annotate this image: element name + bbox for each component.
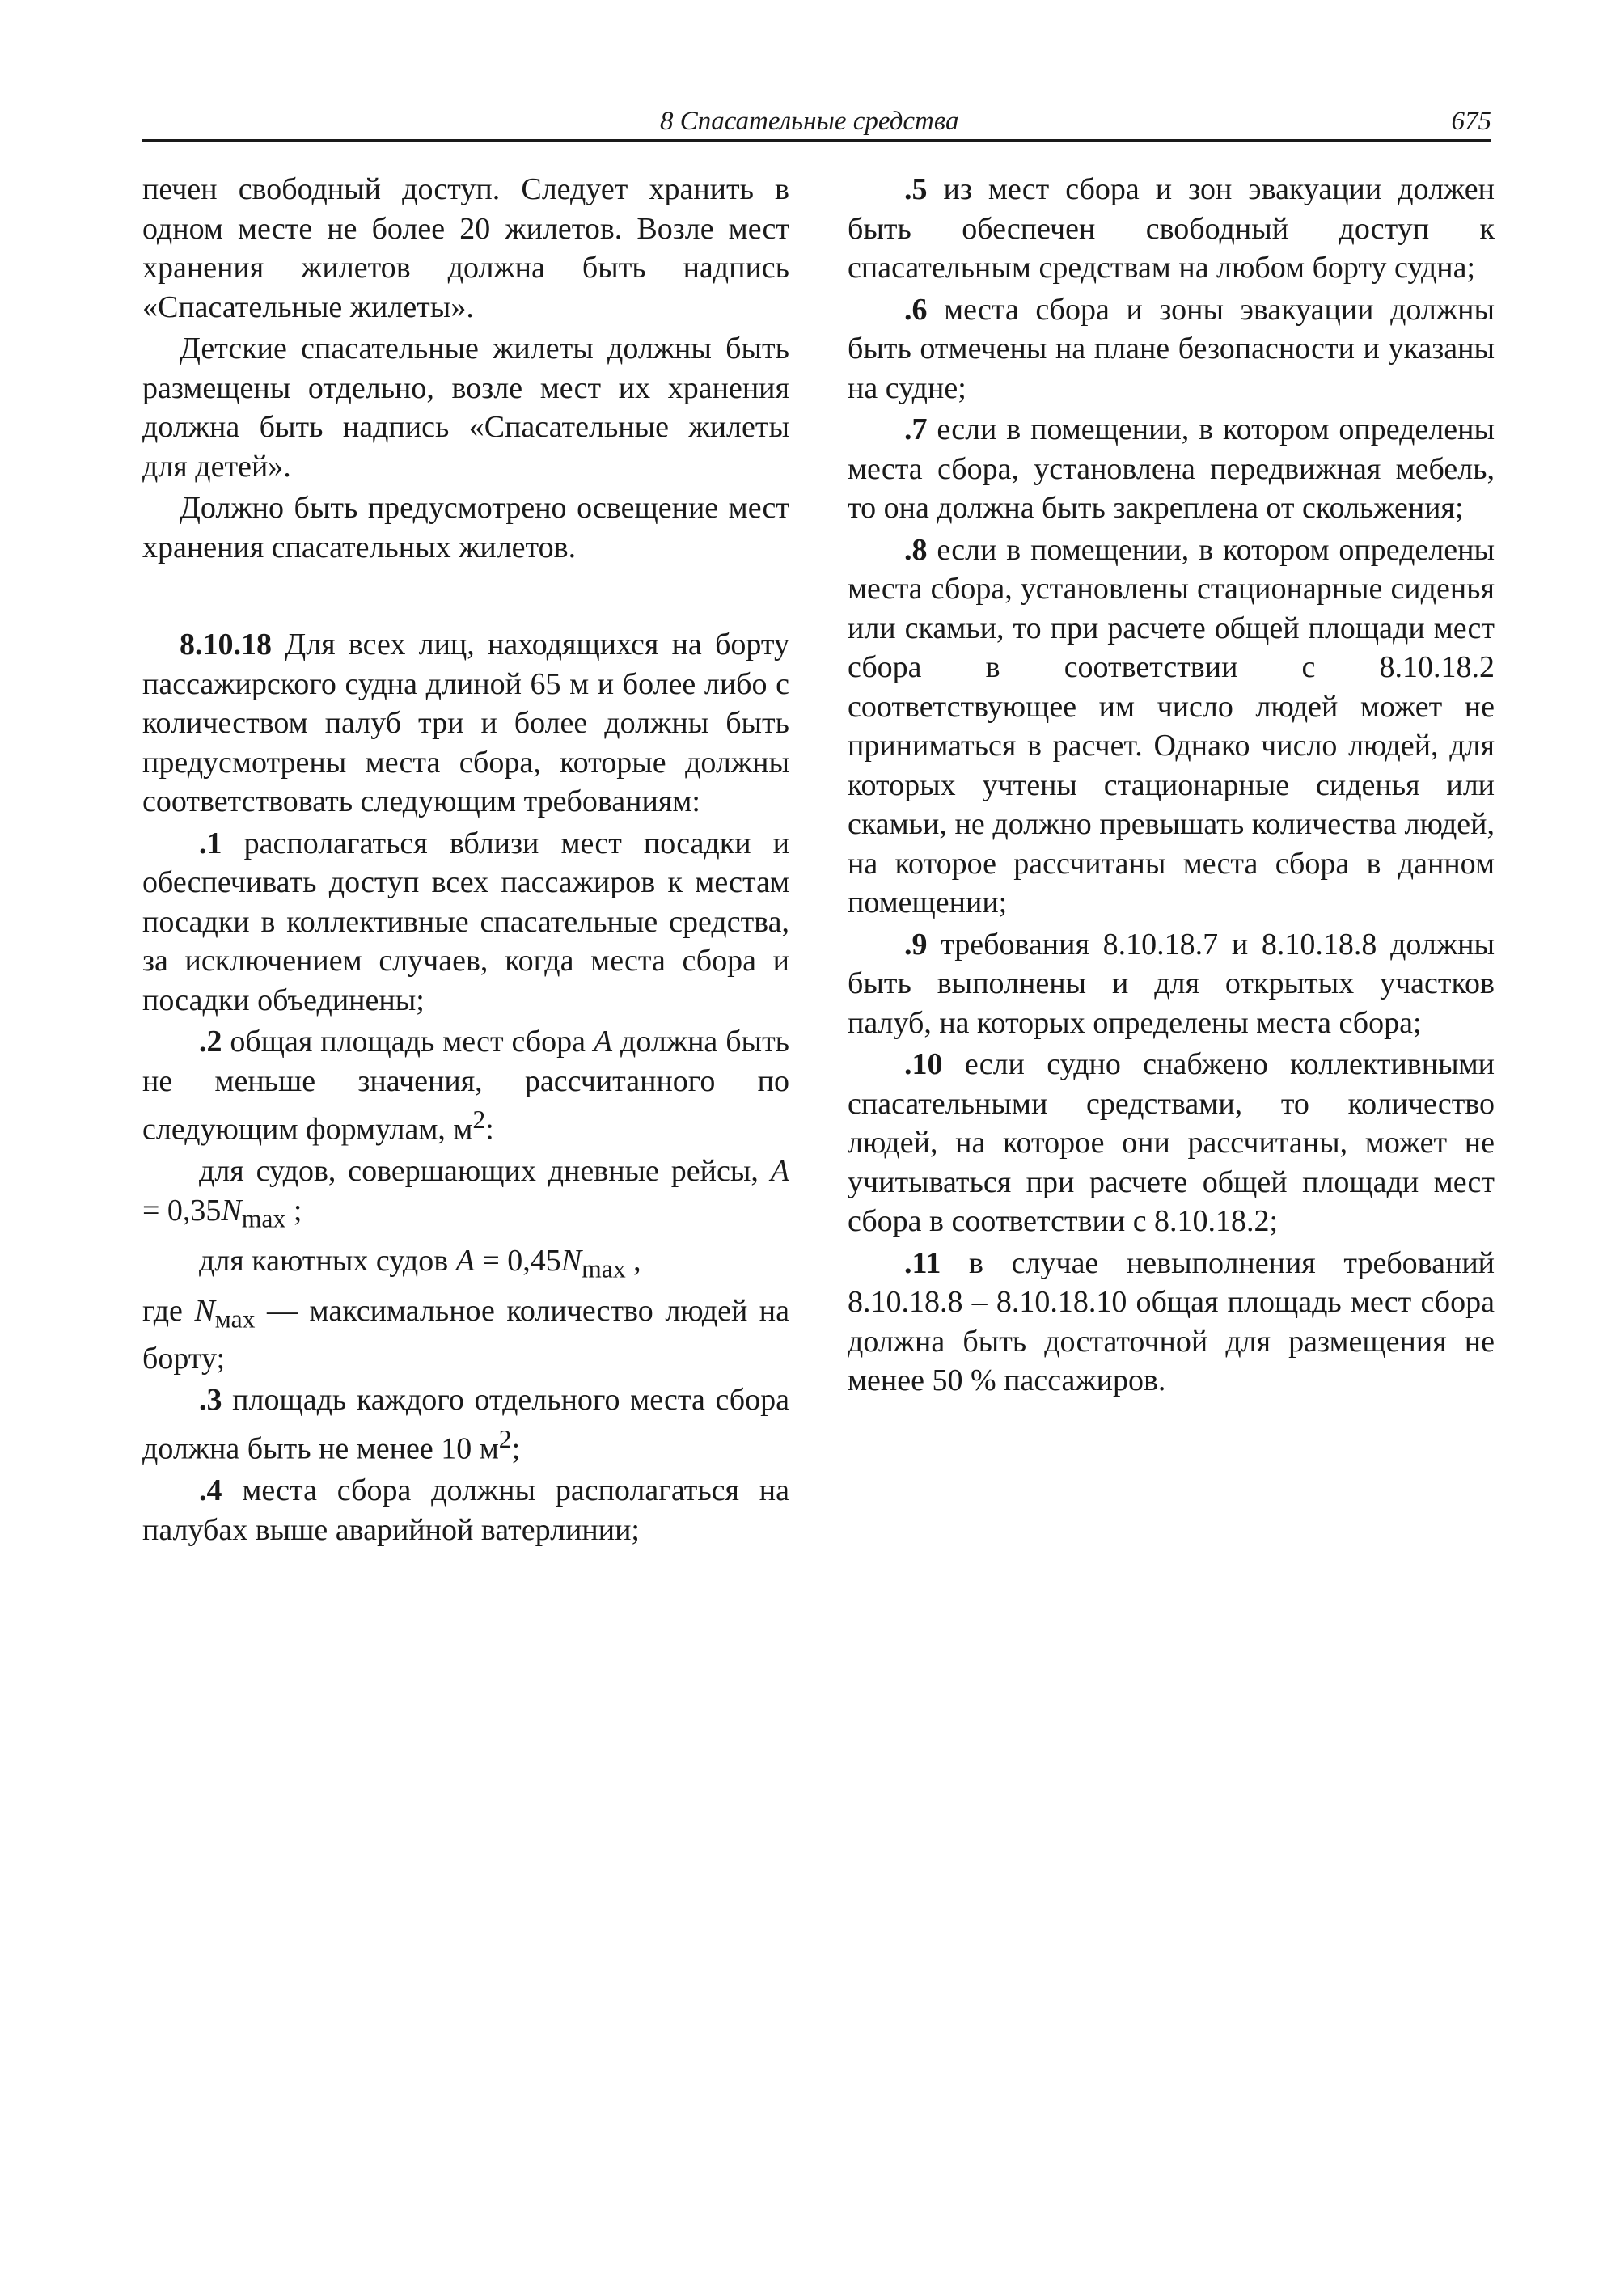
page-number: 675 — [1451, 107, 1491, 136]
clause-text: требования 8.10.18.7 и 8.10.18.8 должны быть выполнены и для открытых участков палуб, на которых определены места сбора; — [848, 927, 1495, 1040]
paragraph: печен свободный доступ. Следует хранить в одном месте не более 20 жилетов. Возле мест хранения жилетов должна быть надпись «Спасательные жилеты». — [142, 172, 789, 324]
clause-item — [142, 1022, 789, 1149]
subscript: мах — [214, 1304, 256, 1334]
clause-item — [142, 1380, 789, 1469]
clause-number: .9 — [904, 927, 928, 962]
section-number: 8.10.18 — [180, 628, 272, 662]
clause-text: если в помещении, в котором определены места сбора, установлены стационарные сиденья или скамьи, то при расчете общей площади мест сбора в соответствии с 8.10.18.2 соответствующее им число людей может не приниматься в расчет. Однако число людей, для которых учтены стационарные сиденья или скамьи, не должно превышать количества людей, на которое рассчитаны места сбора в данном помещении; — [848, 532, 1495, 919]
clause-number: .4 — [199, 1473, 222, 1508]
paragraph: Детские спасательные жилеты должны быть размещены отдельно, возле мест их хранения должна быть надпись «Спасательные жилеты для детей». — [142, 332, 789, 484]
section-paragraph — [142, 625, 789, 822]
variable: N — [560, 1243, 582, 1278]
variable: N — [221, 1193, 242, 1228]
clause-number: .6 — [904, 292, 928, 327]
formula-paragraph — [142, 1241, 789, 1289]
running-header — [142, 104, 1491, 142]
variable: N — [194, 1293, 215, 1328]
left-column — [142, 170, 789, 1552]
clause-number: .10 — [904, 1047, 943, 1081]
section-text: Для всех лиц, находящихся на борту пассажирского судна длиной 65 м и более либо с количеством палуб три и более должны быть предусмотрены места сбора, которые должны соответствовать следующим требованиям: — [142, 628, 790, 818]
clause-item — [848, 170, 1495, 288]
variable: A — [770, 1154, 789, 1189]
clause-text: если в помещении, в котором определены места сбора, установлена передвижная мебель, то она должна быть закреплена от скольжения; — [848, 412, 1495, 525]
clause-text: если судно снабжено коллективными спасательными средствами, то количество людей, на которое они рассчитаны, может не учитываться при расчете общей площади мест сбора в соответствии с 8.10.18.2; — [848, 1047, 1495, 1238]
definition-text: — максимальное количество людей на борту; — [142, 1293, 790, 1376]
clause-number: .7 — [904, 412, 928, 446]
clause-text: общая площадь мест сбора — [230, 1025, 586, 1059]
formula-value: = 0,45 — [482, 1243, 561, 1278]
definition-paragraph — [142, 1291, 789, 1379]
clause-item — [142, 1471, 789, 1549]
clause-number: .2 — [199, 1025, 222, 1059]
clause-item — [848, 530, 1495, 923]
punctuation: : — [485, 1112, 494, 1147]
clause-item — [848, 1045, 1495, 1241]
punctuation: ; — [511, 1431, 521, 1466]
clause-number: .1 — [199, 826, 222, 860]
clause-number: .8 — [904, 532, 928, 567]
subscript: max — [241, 1204, 286, 1233]
superscript: 2 — [472, 1105, 486, 1134]
formula-value: = 0,35 — [142, 1193, 222, 1228]
right-column — [848, 170, 1495, 1403]
section-title: 8 Спасательные средства — [660, 107, 959, 136]
clause-number: .5 — [904, 172, 928, 206]
variable: A — [593, 1025, 613, 1059]
clause-number: .3 — [199, 1383, 222, 1418]
clause-item — [848, 290, 1495, 408]
clause-text: из мест сбора и зон эвакуации должен быть обеспечен свободный доступ к спасательным средствам на любом борту судна; — [848, 172, 1495, 285]
clause-text: площадь каждого отдельного места сбора должна быть не менее 10 м — [142, 1383, 790, 1466]
superscript: 2 — [498, 1424, 512, 1453]
punctuation: , — [633, 1243, 641, 1278]
clause-item — [142, 824, 789, 1021]
where-prefix: где — [142, 1293, 183, 1328]
subscript: max — [582, 1254, 626, 1283]
variable: A — [455, 1243, 475, 1278]
clause-text: располагаться вблизи мест посадки и обеспечивать доступ всех пассажиров к местам посадки в коллективные спасательные средства, за исключением случаев, когда места сбора и посадки объединены; — [142, 826, 789, 1017]
clause-item — [848, 1244, 1495, 1401]
clause-text: места сбора должны располагаться на палубах выше аварийной ватерлинии; — [142, 1473, 789, 1547]
clause-item — [848, 410, 1495, 528]
clause-number: .11 — [904, 1245, 941, 1280]
clause-text: места сбора и зоны эвакуации должны быть отмечены на плане безопасности и указаны на судне; — [848, 292, 1495, 405]
formula-paragraph — [142, 1152, 789, 1239]
clause-text: должна быть не меньше значения, рассчитанного по следующим формулам, м — [142, 1025, 790, 1147]
clause-item — [848, 925, 1495, 1043]
paragraph: Должно быть предусмотрено освещение мест хранения спасательных жилетов. — [142, 491, 789, 564]
punctuation: ; — [293, 1193, 302, 1228]
formula-text: для каютных судов — [199, 1243, 449, 1278]
formula-text: для судов, совершающих дневные рейсы, — [199, 1154, 759, 1189]
clause-text: в случае невыполнения требований 8.10.18.8 – 8.10.18.10 общая площадь мест сбора должна быть достаточной для размещения не менее 50 % пассажиров. — [848, 1245, 1495, 1397]
